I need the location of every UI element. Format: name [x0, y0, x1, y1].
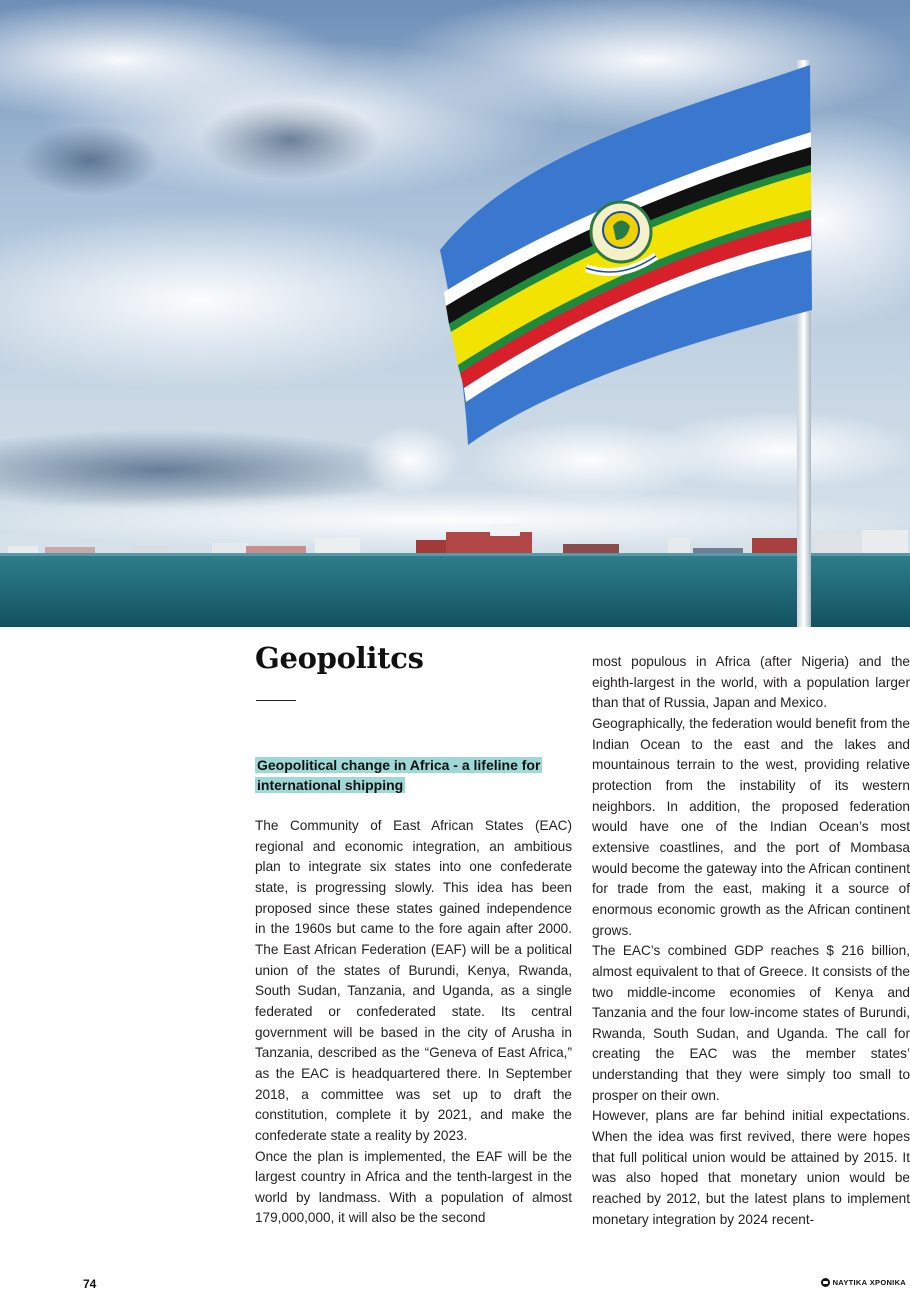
publication-brand — [821, 1278, 906, 1287]
paragraph: Geographically, the federation would benefit from the Indian Ocean to the east and the lakes and mountainous terrain to the west, providing relative protection from the instability of its western neighbors. In addition, the proposed federation would have one of the Indian Ocean’s most extensive coastlines, and the port of Mombasa would become the gateway into the African continent for trade from the east, making it a source of enormous economic growth as the African continent grows. — [592, 715, 910, 938]
section-title: Geopolitcs — [255, 641, 424, 675]
article-subheading — [255, 755, 575, 795]
subheading-highlight: Geopolitical change in Africa - a lifeline for international shipping — [257, 757, 541, 793]
paragraph: most populous in Africa (after Nigeria) and the eighth-largest in the world, with a population larger than that of Russia, Japan and Mexico. — [592, 654, 910, 711]
paragraph: The Community of East African States (EAC) regional and economic integration, an ambitious plan to integrate six states into one confederate state, is progressing slowly. This idea has been proposed since these states gained independence in the 1960s but came to the fore again after 2000. The East African Federation (EAF) will be a political union of the states of Burundi, Kenya, Rwanda, South Sudan, Tanzania, and Uganda, as a single federated or confederated state. Its central government will be based in the city of Arusha in Tanzania, described as the “Geneva of East Africa,” as the EAC is headquartered there. In September 2018, a committee was set up to draft the constitution, complete it by 2021, and make the confederate state a reality by 2023. — [255, 818, 572, 1143]
paragraph: Once the plan is implemented, the EAF will be the largest country in Africa and the tenth-largest in the world by landmass. With a population of almost 179,000,000, it will also be the second — [255, 1148, 572, 1226]
paragraph: The EAC’s combined GDP reaches $ 216 billion, almost equivalent to that of Greece. It consists of the two middle-income economies of Kenya and Tanzania and the four low-income states of Burundi, Rwanda, South Sudan, and Uganda. The call for creating the EAC was the member states’ understanding that they were simply too small to prosper on their own. — [592, 943, 910, 1103]
title-rule — [256, 700, 296, 701]
hero-photo — [0, 0, 910, 627]
page-number: 74 — [83, 1277, 97, 1291]
paragraph: However, plans are far behind initial expectations. When the idea was first revived, there were hopes that full political union would be attained by 2015. It was also hoped that monetary union would be reached by 2012, but the latest plans to implement monetary integration by 2024 recent- — [592, 1108, 910, 1227]
article-column-2 — [592, 652, 910, 1230]
article-column-1 — [255, 816, 572, 1229]
publication-name: ΝΑΥΤΙΚΑ ΧΡΟΝΙΚΑ — [832, 1278, 906, 1287]
ship-logo-icon — [821, 1278, 830, 1287]
sea — [0, 553, 910, 627]
eac-flag-over-sea-illustration — [0, 0, 910, 627]
